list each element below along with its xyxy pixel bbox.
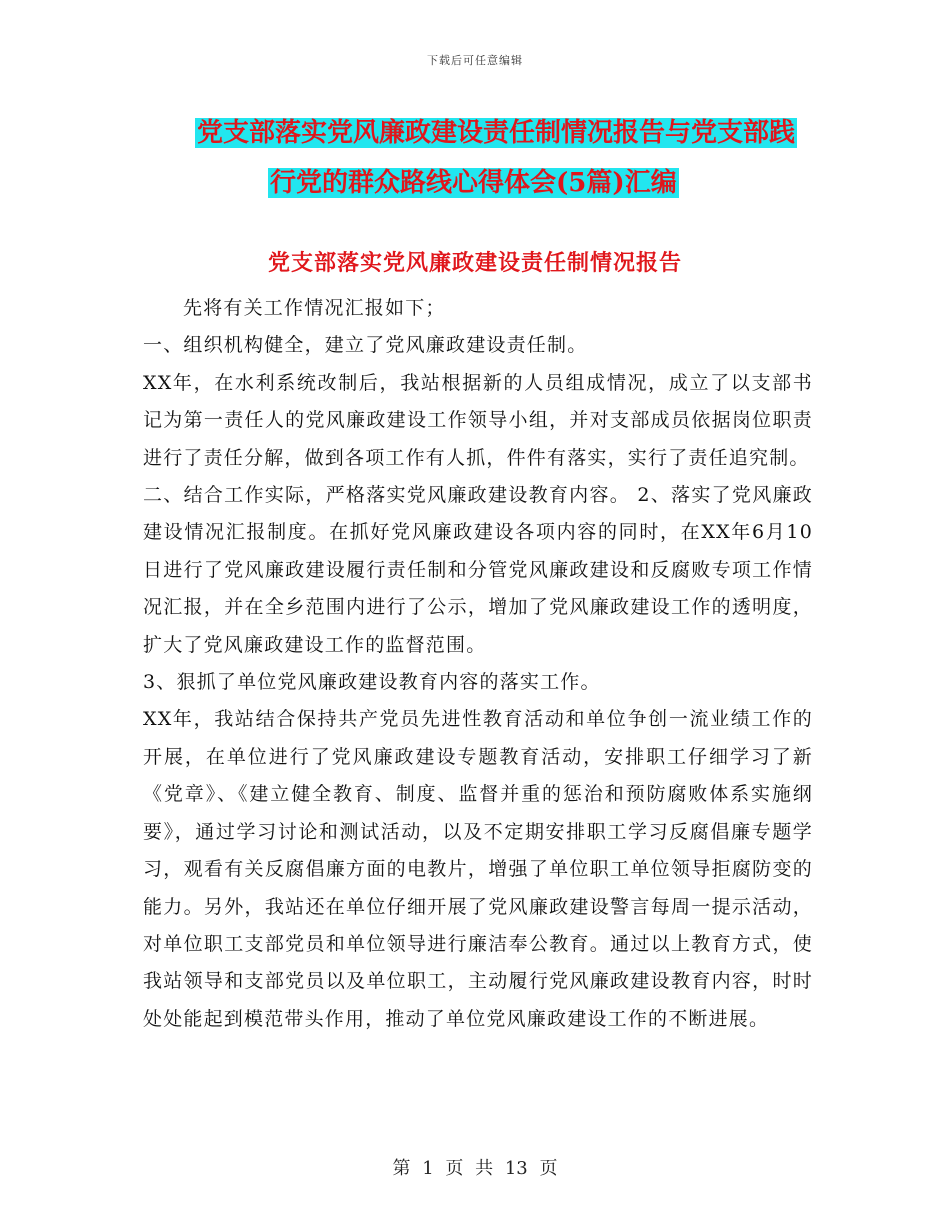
title-highlight-2: 行党的群众路线心得体会(5篇)汇编 — [270, 168, 677, 198]
document-body — [143, 290, 813, 1038]
document-title — [150, 108, 830, 208]
paragraph-heading-3: 3、狠抓了单位党风廉政建设教育内容的落实工作。 — [143, 671, 601, 694]
paragraph-intro: 先将有关工作情况汇报如下； — [183, 297, 446, 319]
document-title-line-2 — [150, 158, 830, 208]
title-highlight-1: 党支部落实党风廉政建设责任制情况报告与党支部践 — [197, 118, 796, 148]
section-title: 党支部落实党风廉政建设责任制情况报告 — [267, 250, 682, 276]
paragraph-body-1: XX年，在水利系统改制后，我站根据新的人员组成情况，成立了以支部书记为第一责任人的党风廉政建设工作领导小组，并对支部成员依据岗位职责进行了责任分解，做到各项工作有人抓，件件有落实，实行了责任追究制。 — [143, 371, 813, 469]
paragraph-body-3: XX年，我站结合保持共产党员先进性教育活动和单位争创一流业绩工作的开展，在单位进行了党风廉政建设专题教育活动，安排职工仔细学习了新《党章》、《建立健全教育、制度、监督并重的惩治和预防腐败体系实施纲要》，通过学习讨论和测试活动，以及不定期安排职工学习反腐倡廉专题学习，观看有关反腐倡廉方面的电教片，增强了单位职工单位领导拒腐防变的能力。另外，我站还在单位仔细开展了党风廉政建设警言每周一提示活动，对单位职工支部党员和单位领导进行廉洁奉公教育。通过以上教育方式，使我站领导和支部党员以及单位职工，主动履行党风廉政建设教育内容，时时处处能起到模范带头作用，推动了单位党风廉政建设工作的不断进展。 — [143, 708, 813, 1030]
paragraph-heading-2: 二、结合工作实际，严格落实党风廉政建设教育内容。 2、落实了党风廉政建设情况汇报制度。在抓好党风廉政建设各项内容的同时，在XX年6月10日进行了党风廉政建设履行责任制和分管党风廉政建设和反腐败专项工作情况汇报，并在全乡范围内进行了公示，增加了党风廉政建设工作的透明度，扩大了党风廉政建设工作的监督范围。 — [143, 484, 813, 656]
document-title-line-1 — [150, 108, 830, 158]
page-footer: 第 1 页 共 13 页 — [392, 1158, 558, 1179]
page-header: 下载后可任意编辑 — [427, 54, 523, 67]
paragraph-heading-1: 一、组织机构健全，建立了党风廉政建设责任制。 — [143, 334, 588, 357]
